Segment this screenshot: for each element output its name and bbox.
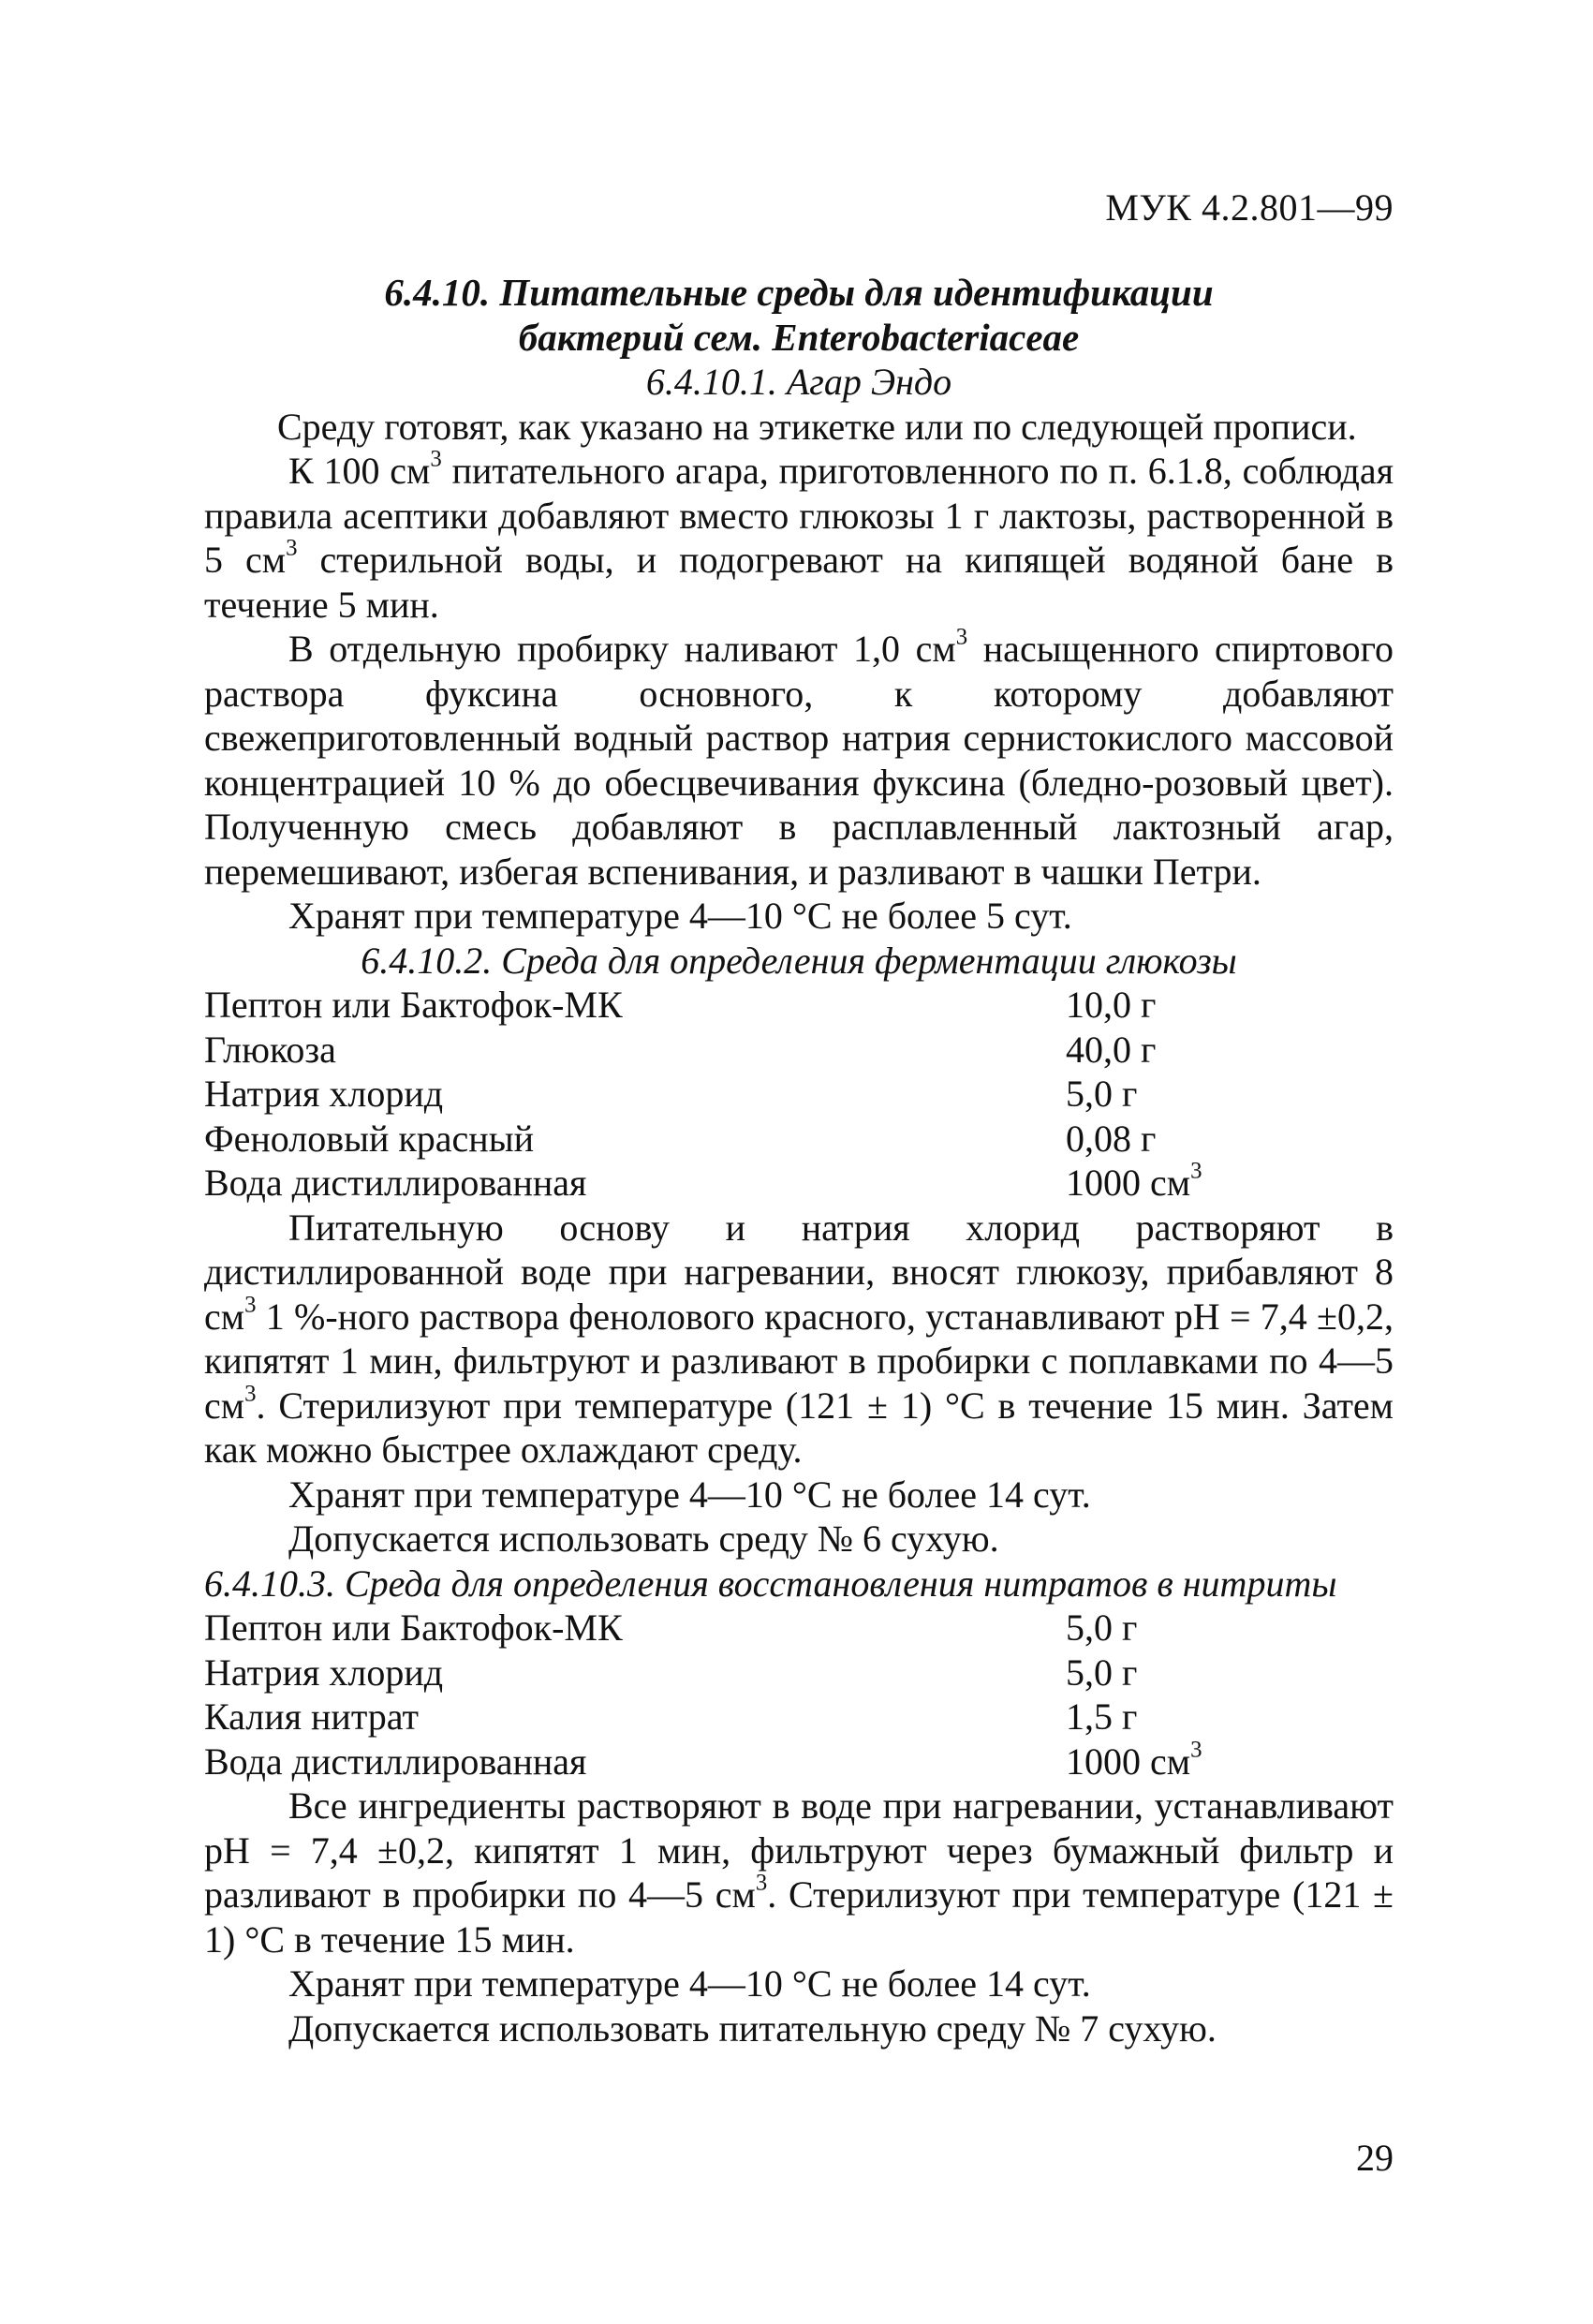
paragraph-preparation: Среду готовят, как указано на этикетке или по следующей прописи. xyxy=(277,405,1357,448)
table-row xyxy=(204,1028,1394,1073)
section-title-line1: 6.4.10. Питательные среды для идентификации xyxy=(384,271,1214,314)
document-page xyxy=(204,0,1394,2324)
ingredient-name: Калия нитрат xyxy=(204,1695,420,1738)
allowed-note-nitrates: Допускается использовать питательную среду № 7 сухую. xyxy=(288,2006,1217,2050)
section-title-line2: бактерий сем. Enterobacteriaceae xyxy=(518,316,1080,359)
ingredient-name: Пептон или Бактофок-МК xyxy=(204,1606,623,1649)
allowed-note-glucose: Допускается использовать среду № 6 сухую. xyxy=(288,1517,999,1560)
ingredient-name: Глюкоза xyxy=(204,1028,336,1071)
ingredient-name: Вода дистиллированная xyxy=(204,1162,587,1204)
subsection-heading-glucose: 6.4.10.2. Среда для определения ферментации глюкозы xyxy=(361,939,1237,982)
table-row xyxy=(204,1117,1394,1162)
subsection-heading-endo-agar: 6.4.10.1. Агар Эндо xyxy=(645,361,952,403)
paragraph-glucose-method: Питательную основу и натрия хлорид растворяют в дистиллированной воде при нагревании, вносят глюкозу, прибавляют 8 $см^3$ 1 %-ного раствора фенолового красного, устанавливают pH = 7,4 ±0,2, кипятят 1 мин, фильтруют и разливают в пробирки с поплавками по 4—5 $см^3$. Стерилизуют при температуре (121 ± 1) °С в течение 15 мин. Затем как можно быстрее охлаждают среду. xyxy=(204,1206,1394,1471)
table-row xyxy=(204,1072,1394,1117)
page-number: 29 xyxy=(1356,2137,1394,2179)
table-row xyxy=(204,1695,1394,1739)
ingredients-table-glucose xyxy=(204,983,1394,1206)
table-row xyxy=(204,1650,1394,1695)
ingredient-quantity: 5,0 г xyxy=(1066,1073,1138,1115)
ingredient-quantity: 0,08 г xyxy=(1066,1117,1157,1160)
ingredient-name: Натрия хлорид xyxy=(204,1650,444,1694)
table-row xyxy=(204,1158,1394,1206)
ingredient-quantity: 1000 $см^3$ xyxy=(1066,1158,1202,1204)
ingredient-quantity: 40,0 г xyxy=(1066,1028,1157,1071)
document-code: МУК 4.2.801—99 xyxy=(1105,186,1394,229)
ingredient-name: Вода дистиллированная xyxy=(204,1739,587,1783)
storage-note-nitrates: Хранят при температуре 4—10 °С не более 14 сут. xyxy=(288,1962,1091,2005)
table-row xyxy=(204,1606,1394,1650)
paragraph-nitrates-method: Все ингредиенты растворяют в воде при нагревании, устанавливают pH = 7,4 ±0,2, кипятят 1 мин, фильтруют через бумажный фильтр и разливают в пробирки по 4—5 $см^3$. Стерилизуют при температуре (121 ± 1) °С в течение 15 мин. xyxy=(204,1784,1394,1961)
storage-note-glucose: Хранят при температуре 4—10 °С не более 14 сут. xyxy=(288,1473,1091,1516)
paragraph-nutrient-agar: К 100 $см^3$ питательного агара, приготовленного по п. 6.1.8, соблюдая правила асептики добавляют вместо глюкозы 1 г лактозы, растворенной в 5 $см^3$ стерильной воды, и подогревают на кипящей водяной бане в течение 5 мин. xyxy=(204,446,1394,626)
table-row xyxy=(204,983,1394,1028)
document-body xyxy=(204,270,1394,2050)
storage-note-endo: Хранят при температуре 4—10 °С не более 5 сут. xyxy=(288,895,1072,937)
table-row xyxy=(204,1736,1394,1784)
ingredients-table-nitrates xyxy=(204,1606,1394,1784)
ingredient-name: Феноловый красный xyxy=(204,1117,534,1160)
paragraph-fuchsin: В отдельную пробирку наливают 1,0 $см^3$ насыщенного спиртового раствора фуксина основного, к которому добавляют свежеприготовленный водный раствор натрия сернистокислого массовой концентрацией 10 % до обесцвечивания фуксина (бледно-розовый цвет). Полученную смесь добавляют в расплавленный лактозный агар, перемешивают, избегая вспенивания, и разливают в чашки Петри. xyxy=(204,624,1394,893)
ingredient-quantity: 1000 $см^3$ xyxy=(1066,1736,1202,1783)
ingredient-quantity: 1,5 г xyxy=(1066,1695,1138,1738)
ingredient-quantity: 10,0 г xyxy=(1066,984,1157,1026)
ingredient-quantity: 5,0 г xyxy=(1066,1650,1138,1694)
ingredient-name: Натрия хлорид xyxy=(204,1073,444,1115)
ingredient-quantity: 5,0 г xyxy=(1066,1606,1138,1649)
ingredient-name: Пептон или Бактофок-МК xyxy=(204,984,623,1026)
subsection-heading-nitrates: 6.4.10.3. Среда для определения восстановления нитратов в нитриты xyxy=(204,1562,1337,1605)
